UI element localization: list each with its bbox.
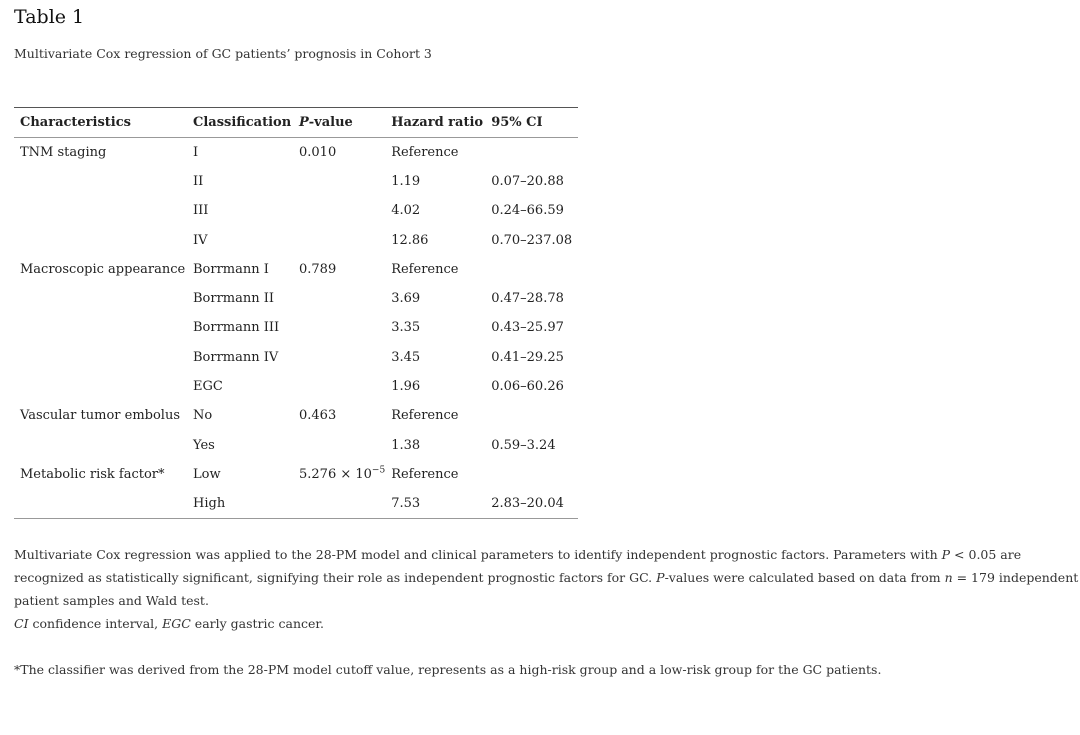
cell-hazard-ratio: 1.96	[391, 379, 421, 395]
cell-p-value: 0.463	[299, 408, 337, 424]
note-text: early gastric cancer.	[190, 616, 324, 631]
cell-p-value	[293, 196, 385, 225]
cell-classification: Borrmann IV	[193, 349, 279, 365]
cell-classification: Borrmann II	[193, 291, 275, 307]
p-value-exponent: −5	[371, 465, 386, 476]
cell-classification: No	[193, 408, 213, 424]
table-row	[14, 343, 578, 372]
table-row	[14, 460, 578, 489]
cell-ci: 0.41–29.25	[491, 349, 564, 365]
cell-classification: II	[193, 173, 204, 189]
cell-hazard-ratio: 12.86	[391, 232, 429, 248]
table-title: Table 1	[14, 6, 85, 28]
cell-characteristic	[14, 313, 187, 342]
cell-hazard-ratio: Reference	[391, 466, 459, 482]
table-footnote-classifier: *The classifier was derived from the 28-PM model cutoff value, represents as a high-risk group and a low-risk group for the GC patients.	[14, 662, 882, 677]
table-row	[14, 255, 578, 284]
cell-classification: I	[193, 144, 199, 160]
cell-hazard-ratio: 7.53	[385, 489, 485, 518]
cell-hazard-ratio: Reference	[391, 144, 459, 160]
cell-classification: High	[187, 489, 293, 518]
cell-hazard-ratio: 1.19	[391, 173, 421, 189]
table-caption: Multivariate Cox regression of GC patients’ prognosis in Cohort 3	[14, 46, 432, 61]
cell-classification: Borrmann III	[193, 320, 280, 336]
cell-ci: 0.06–60.26	[491, 379, 564, 395]
header-p-italic: P	[299, 115, 309, 130]
table-row	[14, 284, 578, 313]
cell-p-value	[293, 489, 385, 518]
cell-ci: 0.47–28.78	[491, 291, 564, 307]
cell-hazard-ratio: Reference	[391, 261, 459, 277]
header-hazard-ratio: Hazard ratio	[385, 108, 485, 138]
note-italic-p: P	[656, 570, 665, 585]
table-row	[14, 489, 578, 518]
cell-ci: 0.24–66.59	[491, 203, 564, 219]
cell-ci	[485, 255, 578, 284]
cell-characteristic	[14, 196, 187, 225]
header-ci: 95% CI	[485, 108, 578, 138]
cell-characteristic	[14, 225, 187, 254]
cell-ci: 0.07–20.88	[491, 173, 564, 189]
cell-p-value	[293, 313, 385, 342]
table-row	[14, 372, 578, 401]
note-text: = 179 independent patient samples and Wald test.	[14, 570, 1079, 608]
table-row	[14, 196, 578, 225]
cell-ci: 0.59–3.24	[491, 437, 556, 453]
cell-hazard-ratio: Reference	[391, 408, 459, 424]
cell-characteristic: Macroscopic appearance	[20, 261, 186, 277]
table-footnote-abbreviations	[14, 612, 1079, 635]
cell-p-value	[293, 430, 385, 459]
cell-p-value	[293, 167, 385, 196]
cell-characteristic	[14, 430, 187, 459]
cell-ci: 0.70–237.08	[491, 232, 573, 248]
cell-classification: III	[193, 203, 209, 219]
cell-p-value	[293, 343, 385, 372]
abbrev-ci: CI	[14, 616, 29, 631]
table-row	[14, 401, 578, 430]
cell-characteristic: Metabolic risk factor*	[20, 466, 165, 482]
cell-p-value	[293, 460, 385, 489]
note-text: < 0.05 are recognized as statistically significant, signifying their role as independent prognostic factors for GC.	[14, 547, 1022, 585]
cell-hazard-ratio: 1.38	[391, 437, 421, 453]
cell-ci	[485, 138, 578, 167]
cell-characteristic	[14, 167, 187, 196]
header-p-rest: -value	[308, 115, 353, 130]
cell-classification: Borrmann I	[193, 261, 269, 277]
cell-classification: IV	[193, 232, 208, 248]
cell-hazard-ratio: 3.45	[391, 349, 421, 365]
note-text: confidence interval,	[28, 616, 163, 631]
table-row	[14, 225, 578, 254]
cell-ci: 2.83–20.04	[485, 489, 578, 518]
cell-characteristic	[14, 372, 187, 401]
cell-p-value	[293, 225, 385, 254]
note-text: Multivariate Cox regression was applied to the 28-PM model and clinical parameters to identify independent prognostic factors. Parameters with	[14, 547, 942, 562]
table-row	[14, 138, 578, 167]
cell-p-value: 0.789	[299, 261, 337, 277]
table-row	[14, 430, 578, 459]
cell-p-value	[293, 372, 385, 401]
cell-hazard-ratio: 4.02	[391, 203, 421, 219]
table-row	[14, 167, 578, 196]
cell-characteristic	[14, 284, 187, 313]
header-characteristics: Characteristics	[14, 108, 187, 138]
note-italic-p: P	[941, 547, 951, 562]
cell-hazard-ratio: 3.35	[391, 320, 421, 336]
table-footnote-methods	[14, 543, 1079, 612]
header-classification: Classification	[187, 108, 293, 138]
table-row	[14, 313, 578, 342]
cell-characteristic	[14, 489, 187, 518]
cell-p-value	[293, 284, 385, 313]
p-value-mantissa: 5.276 × 10	[299, 466, 372, 482]
header-p-value	[293, 108, 385, 138]
cell-ci	[485, 401, 578, 430]
cell-characteristic: Vascular tumor embolus	[20, 408, 180, 424]
cell-p-value: 0.010	[299, 144, 337, 160]
cell-ci	[485, 460, 578, 489]
cell-characteristic	[14, 343, 187, 372]
abbrev-egc: EGC	[162, 616, 191, 631]
table-header-row	[14, 108, 578, 138]
cell-hazard-ratio: 3.69	[391, 291, 421, 307]
cell-classification: EGC	[193, 379, 223, 395]
cell-classification: Low	[193, 466, 221, 482]
cell-classification: Yes	[193, 437, 215, 453]
note-text: -values were calculated based on data from	[664, 570, 945, 585]
cell-ci: 0.43–25.97	[491, 320, 564, 336]
note-italic-n: n	[944, 570, 953, 585]
results-table	[14, 107, 578, 519]
cell-characteristic: TNM staging	[20, 144, 107, 160]
